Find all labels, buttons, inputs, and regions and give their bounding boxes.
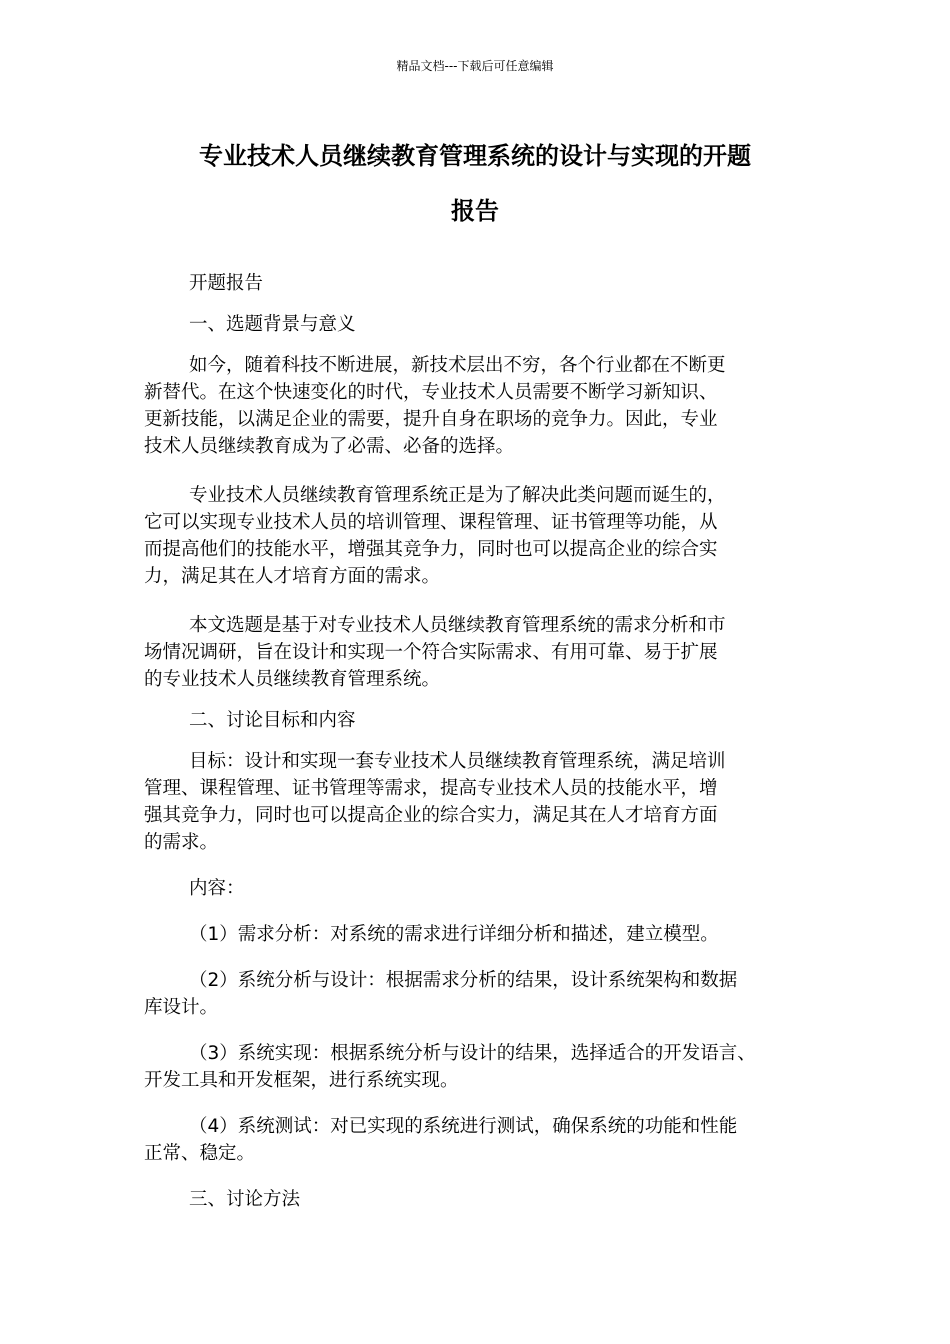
text-line: 力，满足其在人才培育方面的需求。 bbox=[144, 566, 441, 587]
text-line: 技术人员继续教育成为了必需、必备的选择。 bbox=[144, 436, 515, 457]
text-line: 而提高他们的技能水平，增强其竞争力，同时也可以提高企业的综合实 bbox=[144, 539, 718, 560]
text-line: 的需求。 bbox=[144, 832, 219, 853]
paragraph-system-purpose bbox=[144, 482, 816, 590]
content-label: 内容： bbox=[189, 878, 245, 899]
section-heading-methods: 三、讨论方法 bbox=[189, 1189, 301, 1210]
text-line: 如今，随着科技不断进展，新技术层出不穷，各个行业都在不断更 bbox=[189, 355, 726, 376]
text-line: 本文选题是基于对专业技术人员继续教育管理系统的需求分析和市 bbox=[189, 615, 726, 636]
document-title-line-1: 专业技术人员继续教育管理系统的设计与实现的开题 bbox=[199, 142, 751, 170]
list-item-requirements bbox=[144, 921, 816, 948]
text-line: 开发工具和开发框架，进行系统实现。 bbox=[144, 1070, 459, 1091]
paragraph-goal bbox=[144, 748, 816, 856]
text-line: 正常、稳定。 bbox=[144, 1143, 256, 1164]
text-line: （3）系统实现：根据系统分析与设计的结果，选择适合的开发语言、 bbox=[189, 1043, 756, 1064]
text-line: 的专业技术人员继续教育管理系统。 bbox=[144, 669, 441, 690]
text-line: 它可以实现专业技术人员的培训管理、课程管理、证书管理等功能，从 bbox=[144, 512, 718, 533]
page-header-note: 精品文档---下载后可任意编辑 bbox=[396, 59, 554, 73]
section-heading-goals: 二、讨论目标和内容 bbox=[189, 710, 356, 731]
document-title-line-2: 报告 bbox=[451, 197, 499, 225]
text-line: 更新技能，以满足企业的需要，提升自身在职场的竞争力。因此，专业 bbox=[144, 409, 718, 430]
text-line: （2）系统分析与设计：根据需求分析的结果，设计系统架构和数据 bbox=[189, 970, 738, 991]
list-item-implementation bbox=[144, 1040, 816, 1094]
text-line: 强其竞争力，同时也可以提高企业的综合实力，满足其在人才培育方面 bbox=[144, 805, 718, 826]
text-line: 目标：设计和实现一套专业技术人员继续教育管理系统，满足培训 bbox=[189, 751, 726, 772]
list-item-testing bbox=[144, 1113, 816, 1167]
list-item-design bbox=[144, 967, 816, 1021]
document-body bbox=[144, 270, 816, 1213]
text-line: （4）系统测试：对已实现的系统进行测试，确保系统的功能和性能 bbox=[189, 1116, 738, 1137]
text-line: （1）需求分析：对系统的需求进行详细分析和描述，建立模型。 bbox=[189, 924, 719, 945]
text-line: 库设计。 bbox=[144, 997, 219, 1018]
text-line: 管理、课程管理、证书管理等需求，提高专业技术人员的技能水平，增 bbox=[144, 778, 718, 799]
text-line: 新替代。在这个快速变化的时代，专业技术人员需要不断学习新知识、 bbox=[144, 382, 718, 403]
section-heading-background: 一、选题背景与意义 bbox=[189, 314, 356, 335]
text-line: 专业技术人员继续教育管理系统正是为了解决此类问题而诞生的， bbox=[189, 485, 726, 506]
text-line: 场情况调研，旨在设计和实现一个符合实际需求、有用可靠、易于扩展 bbox=[144, 642, 718, 663]
paragraph-topic-basis bbox=[144, 612, 816, 693]
report-label: 开题报告 bbox=[189, 273, 264, 294]
paragraph-background bbox=[144, 352, 816, 460]
